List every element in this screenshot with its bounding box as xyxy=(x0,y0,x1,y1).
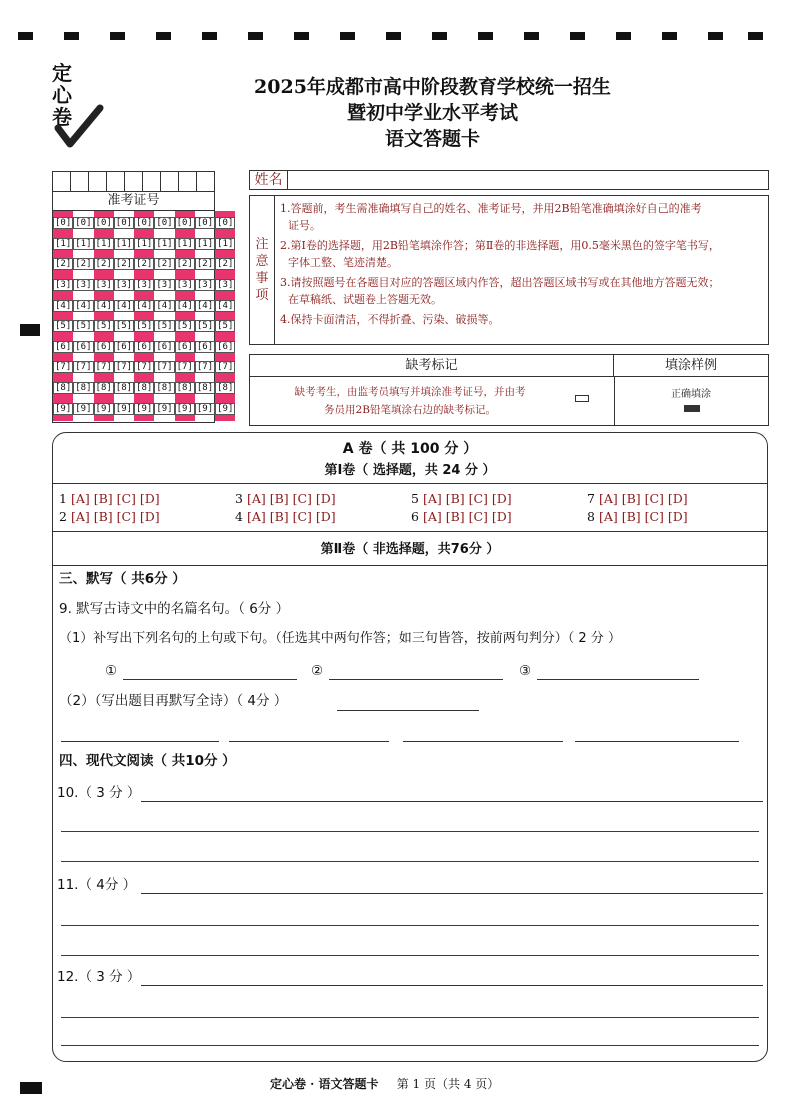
answer-line[interactable] xyxy=(61,925,759,926)
question-9: 9. 默写古诗文中的名篇名句。（ 6分 ） xyxy=(59,601,290,617)
id-digit-bubble[interactable]: [8] xyxy=(55,383,72,394)
choice-number: 2 xyxy=(59,509,71,524)
id-digit-bubble[interactable]: [6] xyxy=(176,341,193,352)
part1-title: 第Ⅰ卷（ 选择题，共 24 分 ） xyxy=(324,463,496,478)
footer-page: 第 1 页（共 4 页） xyxy=(396,1077,500,1091)
choice-number: 8 xyxy=(587,509,599,524)
choice-item[interactable] xyxy=(411,509,587,524)
absent-mark-box xyxy=(249,354,769,426)
id-digit-bubble[interactable]: [8] xyxy=(176,383,193,394)
notice-item xyxy=(280,254,764,271)
id-digit-bubble[interactable]: [0] xyxy=(217,218,234,229)
answer-blank-poem[interactable] xyxy=(61,741,219,742)
notice-char: 项 xyxy=(255,288,269,303)
id-bubble-column xyxy=(195,211,215,421)
checkmark-icon xyxy=(48,62,108,152)
divider xyxy=(53,531,767,532)
id-digit-bubble[interactable]: [3] xyxy=(156,280,173,291)
notice-char: 意 xyxy=(255,254,269,269)
id-digit-bubble[interactable]: [2] xyxy=(217,259,234,270)
id-digit-bubble[interactable]: [7] xyxy=(156,362,173,373)
sample-filled-bubble xyxy=(684,405,700,412)
notice-side-label xyxy=(250,196,275,344)
notice-text: 2.第Ⅰ卷的选择题，用2B铅笔填涂作答；第Ⅱ卷的非选择题，用0.5毫米黑色的签字笔书写， xyxy=(280,239,720,252)
title-line: 暨初中学业水平考试 xyxy=(346,102,518,124)
sample-correct-label: 正确填涂 xyxy=(671,389,711,400)
choice-item[interactable] xyxy=(235,491,411,506)
id-bubble-column xyxy=(94,211,114,421)
id-digit-bubble[interactable]: [5] xyxy=(75,321,92,332)
id-digit-bubble[interactable]: [8] xyxy=(217,383,234,394)
choice-options[interactable]: [A] [B] [C] [D] xyxy=(70,491,160,506)
id-digit-bubble[interactable]: [2] xyxy=(176,259,193,270)
blank-label-1: ① xyxy=(105,663,118,679)
id-digit-bubble[interactable]: [7] xyxy=(115,362,133,373)
id-write-box[interactable] xyxy=(71,172,89,191)
absent-text xyxy=(260,383,560,419)
id-digit-bubble[interactable]: [4] xyxy=(217,300,234,311)
blank-label-3: ③ xyxy=(519,663,532,679)
section-a-title: A 卷（ 共 100 分 ） xyxy=(342,441,478,457)
admission-id-grid xyxy=(52,171,234,423)
id-digit-bubble[interactable]: [1] xyxy=(176,238,193,249)
id-digit-bubble[interactable]: [6] xyxy=(115,341,133,352)
id-bubble-column xyxy=(53,211,73,421)
answer-line[interactable] xyxy=(141,985,763,986)
id-digit-bubble[interactable]: [4] xyxy=(95,300,112,311)
id-digit-bubble[interactable]: [2] xyxy=(55,259,72,270)
id-digit-bubble[interactable]: [2] xyxy=(95,259,112,270)
id-digit-bubble[interactable]: [4] xyxy=(136,300,153,311)
id-bubble-columns xyxy=(53,211,234,421)
id-digit-bubble[interactable]: [8] xyxy=(136,383,153,394)
id-write-box[interactable] xyxy=(53,172,71,191)
answer-line[interactable] xyxy=(141,801,763,802)
id-digit-bubble[interactable]: [2] xyxy=(115,259,133,270)
id-digit-bubble[interactable]: [4] xyxy=(196,300,214,311)
section4-title: 四、现代文阅读（ 共10分 ） xyxy=(59,753,236,769)
notice-item xyxy=(280,291,764,308)
id-digit-bubble[interactable]: [3] xyxy=(217,280,234,291)
answer-blank-poem[interactable] xyxy=(403,741,563,742)
notice-item xyxy=(280,311,764,328)
choice-number: 6 xyxy=(411,509,423,524)
notice-list xyxy=(280,200,764,331)
choice-options[interactable]: [A] [B] [C] [D] xyxy=(598,509,688,524)
notice-text: 4.保持卡面清洁，不得折叠、污染、破损等。 xyxy=(280,313,500,326)
notice-text: 在草稿纸、试题卷上答题无效。 xyxy=(288,293,442,306)
bottom-mark xyxy=(20,1082,42,1094)
divider xyxy=(53,483,767,484)
id-digit-bubble[interactable]: [7] xyxy=(55,362,72,373)
notice-char: 事 xyxy=(255,271,269,286)
timing-marks xyxy=(18,28,763,44)
id-digit-bubble[interactable]: [1] xyxy=(115,238,133,249)
name-label: 姓名 xyxy=(250,171,288,189)
divider xyxy=(614,377,615,425)
answer-blank-1[interactable] xyxy=(123,679,297,680)
id-write-box[interactable] xyxy=(125,172,143,191)
id-digit-bubble[interactable]: [1] xyxy=(95,238,112,249)
id-label: 准考证号 xyxy=(53,192,214,211)
answer-area xyxy=(52,432,768,1062)
id-digit-bubble[interactable]: [0] xyxy=(55,218,72,229)
id-digit-bubble[interactable]: [3] xyxy=(115,280,133,291)
answer-blank-poem[interactable] xyxy=(575,741,739,742)
id-bubble-column xyxy=(215,211,235,421)
id-digit-bubble[interactable]: [3] xyxy=(176,280,193,291)
id-digit-bubble[interactable]: [5] xyxy=(55,321,72,332)
id-digit-bubble[interactable]: [9] xyxy=(217,403,234,414)
choice-item[interactable] xyxy=(587,491,763,506)
id-digit-bubble[interactable]: [1] xyxy=(196,238,214,249)
divider xyxy=(53,565,767,566)
question-12: 12.（ 3 分 ） xyxy=(57,969,141,985)
id-digit-bubble[interactable]: [8] xyxy=(115,383,133,394)
id-digit-bubble[interactable]: [5] xyxy=(156,321,173,332)
answer-line[interactable] xyxy=(61,1045,759,1046)
choice-number: 7 xyxy=(587,491,599,506)
logo-char: 卷 xyxy=(52,105,72,129)
part2-title: 第Ⅱ卷（ 非选择题，共76分 ） xyxy=(320,542,500,557)
choice-row xyxy=(59,509,763,524)
id-write-box[interactable] xyxy=(89,172,107,191)
id-digit-bubble[interactable]: [9] xyxy=(196,403,214,414)
id-digit-bubble[interactable]: [6] xyxy=(55,341,72,352)
title-line: 2025年成都市高中阶段教育学校统一招生 xyxy=(254,76,611,98)
id-digit-bubble[interactable]: [5] xyxy=(196,321,214,332)
id-digit-bubble[interactable]: [7] xyxy=(75,362,92,373)
id-digit-bubble[interactable]: [7] xyxy=(217,362,234,373)
choice-item[interactable] xyxy=(411,491,587,506)
id-digit-bubble[interactable]: [9] xyxy=(176,403,193,414)
notice-text: 1.答题前，考生需准确填写自己的姓名、准考证号，并用2B铅笔准确填涂好自己的准考 xyxy=(280,202,702,215)
id-digit-bubble[interactable]: [3] xyxy=(55,280,72,291)
id-bubble-column xyxy=(114,211,134,421)
id-digit-bubble[interactable]: [3] xyxy=(95,280,112,291)
section3-title: 三、默写（ 共6分 ） xyxy=(59,571,186,587)
id-digit-bubble[interactable]: [5] xyxy=(95,321,112,332)
side-mark xyxy=(20,324,40,336)
choice-row xyxy=(59,491,763,506)
id-write-box[interactable] xyxy=(197,172,214,191)
question-11: 11.（ 4分 ） xyxy=(57,877,137,893)
id-write-boxes xyxy=(53,172,214,192)
id-digit-bubble[interactable]: [9] xyxy=(75,403,92,414)
answer-blank-2[interactable] xyxy=(329,679,503,680)
question-10: 10.（ 3 分 ） xyxy=(57,785,141,801)
id-digit-bubble[interactable]: [2] xyxy=(75,259,92,270)
sample-header: 填涂样例 xyxy=(614,355,768,377)
id-digit-bubble[interactable]: [6] xyxy=(95,341,112,352)
id-bubble-column xyxy=(175,211,195,421)
notice-text: 字体工整、笔迹清楚。 xyxy=(288,256,398,269)
logo-char: 心 xyxy=(52,83,72,107)
answer-line[interactable] xyxy=(61,861,759,862)
id-digit-bubble[interactable]: [4] xyxy=(55,300,72,311)
id-digit-bubble[interactable]: [7] xyxy=(136,362,153,373)
id-bubble-column xyxy=(154,211,174,421)
id-write-box[interactable] xyxy=(161,172,179,191)
id-digit-bubble[interactable]: [8] xyxy=(95,383,112,394)
notice-item xyxy=(280,274,764,291)
id-digit-bubble[interactable]: [1] xyxy=(156,238,173,249)
id-digit-bubble[interactable]: [1] xyxy=(217,238,234,249)
answer-line[interactable] xyxy=(61,955,759,956)
notice-box xyxy=(249,195,769,345)
id-write-box[interactable] xyxy=(107,172,125,191)
id-digit-bubble[interactable]: [4] xyxy=(176,300,193,311)
id-digit-bubble[interactable]: [5] xyxy=(217,321,234,332)
absent-bubble[interactable] xyxy=(575,395,589,402)
id-digit-bubble[interactable]: [0] xyxy=(115,218,133,229)
id-digit-bubble[interactable]: [2] xyxy=(196,259,214,270)
id-write-box[interactable] xyxy=(143,172,161,191)
id-digit-bubble[interactable]: [6] xyxy=(136,341,153,352)
id-digit-bubble[interactable]: [5] xyxy=(115,321,133,332)
id-digit-bubble[interactable]: [8] xyxy=(196,383,214,394)
notice-item xyxy=(280,237,764,254)
id-digit-bubble[interactable]: [9] xyxy=(95,403,112,414)
id-digit-bubble[interactable]: [3] xyxy=(136,280,153,291)
id-digit-bubble[interactable]: [4] xyxy=(156,300,173,311)
id-digit-bubble[interactable]: [6] xyxy=(75,341,92,352)
id-digit-bubble[interactable]: [2] xyxy=(156,259,173,270)
id-write-box[interactable] xyxy=(179,172,197,191)
answer-line[interactable] xyxy=(61,831,759,832)
answer-line[interactable] xyxy=(141,893,763,894)
id-digit-bubble[interactable]: [1] xyxy=(75,238,92,249)
choice-item[interactable] xyxy=(235,509,411,524)
id-digit-bubble[interactable]: [9] xyxy=(115,403,133,414)
id-digit-bubble[interactable]: [4] xyxy=(115,300,133,311)
question-9-2: （2）（写出题目再默写全诗）（ 4分 ） xyxy=(59,693,288,709)
absent-text-line: 务员用2B铅笔填涂右边的缺考标记。 xyxy=(324,404,496,416)
id-digit-bubble[interactable]: [5] xyxy=(176,321,193,332)
notice-item xyxy=(280,200,764,217)
id-digit-bubble[interactable]: [8] xyxy=(156,383,173,394)
choice-options[interactable]: [A] [B] [C] [D] xyxy=(422,491,512,506)
id-digit-bubble[interactable]: [7] xyxy=(176,362,193,373)
question-9-1: （1）补写出下列名句的上句或下句。（任选其中两句作答；如三句皆答，按前两句判分）（ 2 分 ） xyxy=(59,631,621,646)
id-digit-bubble[interactable]: [1] xyxy=(136,238,153,249)
id-digit-bubble[interactable]: [1] xyxy=(55,238,72,249)
answer-blank-title[interactable] xyxy=(337,710,479,711)
notice-text: 3.请按照题号在各题目对应的答题区域内作答，超出答题区域书写或在其他地方答题无效； xyxy=(280,276,720,289)
name-field[interactable] xyxy=(249,170,769,190)
id-digit-bubble[interactable]: [0] xyxy=(156,218,173,229)
blank-label-2: ② xyxy=(311,663,324,679)
logo xyxy=(48,62,108,152)
choice-number: 1 xyxy=(59,491,71,506)
choice-number: 3 xyxy=(235,491,247,506)
id-bubble-column xyxy=(134,211,154,421)
answer-line[interactable] xyxy=(61,1017,759,1018)
id-digit-bubble[interactable]: [3] xyxy=(75,280,92,291)
choice-item[interactable] xyxy=(587,509,763,524)
id-digit-bubble[interactable]: [9] xyxy=(55,403,72,414)
exam-title xyxy=(150,74,715,152)
absent-text-line: 缺考考生，由监考员填写并填涂准考证号，并由考 xyxy=(294,386,526,398)
id-digit-bubble[interactable]: [0] xyxy=(136,218,153,229)
answer-blank-3[interactable] xyxy=(537,679,699,680)
id-digit-bubble[interactable]: [6] xyxy=(196,341,214,352)
answer-blank-poem[interactable] xyxy=(229,741,389,742)
id-digit-bubble[interactable]: [8] xyxy=(75,383,92,394)
id-digit-bubble[interactable]: [6] xyxy=(217,341,234,352)
title-line: 语文答题卡 xyxy=(384,128,480,150)
choice-number: 5 xyxy=(411,491,423,506)
choice-item[interactable] xyxy=(59,509,235,524)
page-footer xyxy=(270,1075,499,1092)
footer-brand: 定心卷 · 语文答题卡 xyxy=(270,1077,379,1091)
id-digit-bubble[interactable]: [0] xyxy=(75,218,92,229)
choice-number: 4 xyxy=(235,509,247,524)
choice-item[interactable] xyxy=(59,491,235,506)
choice-options[interactable]: [A] [B] [C] [D] xyxy=(422,509,512,524)
id-digit-bubble[interactable]: [0] xyxy=(176,218,193,229)
notice-char: 注 xyxy=(255,237,269,252)
absent-header: 缺考标记 xyxy=(250,355,614,377)
id-digit-bubble[interactable]: [2] xyxy=(136,259,153,270)
notice-text: 证号。 xyxy=(288,219,321,232)
logo-char: 定 xyxy=(52,61,72,85)
id-digit-bubble[interactable]: [7] xyxy=(95,362,112,373)
id-digit-bubble[interactable]: [5] xyxy=(136,321,153,332)
id-digit-bubble[interactable]: [0] xyxy=(196,218,214,229)
id-digit-bubble[interactable]: [3] xyxy=(196,280,214,291)
choice-options[interactable]: [A] [B] [C] [D] xyxy=(70,509,160,524)
id-digit-bubble[interactable]: [9] xyxy=(136,403,153,414)
id-bubble-column xyxy=(73,211,93,421)
id-digit-bubble[interactable]: [4] xyxy=(75,300,92,311)
choice-options[interactable]: [A] [B] [C] [D] xyxy=(246,509,336,524)
id-digit-bubble[interactable]: [6] xyxy=(156,341,173,352)
choice-options[interactable]: [A] [B] [C] [D] xyxy=(598,491,688,506)
choice-options[interactable]: [A] [B] [C] [D] xyxy=(246,491,336,506)
notice-item xyxy=(280,217,764,234)
id-digit-bubble[interactable]: [9] xyxy=(156,403,173,414)
id-digit-bubble[interactable]: [7] xyxy=(196,362,214,373)
id-digit-bubble[interactable]: [0] xyxy=(95,218,112,229)
